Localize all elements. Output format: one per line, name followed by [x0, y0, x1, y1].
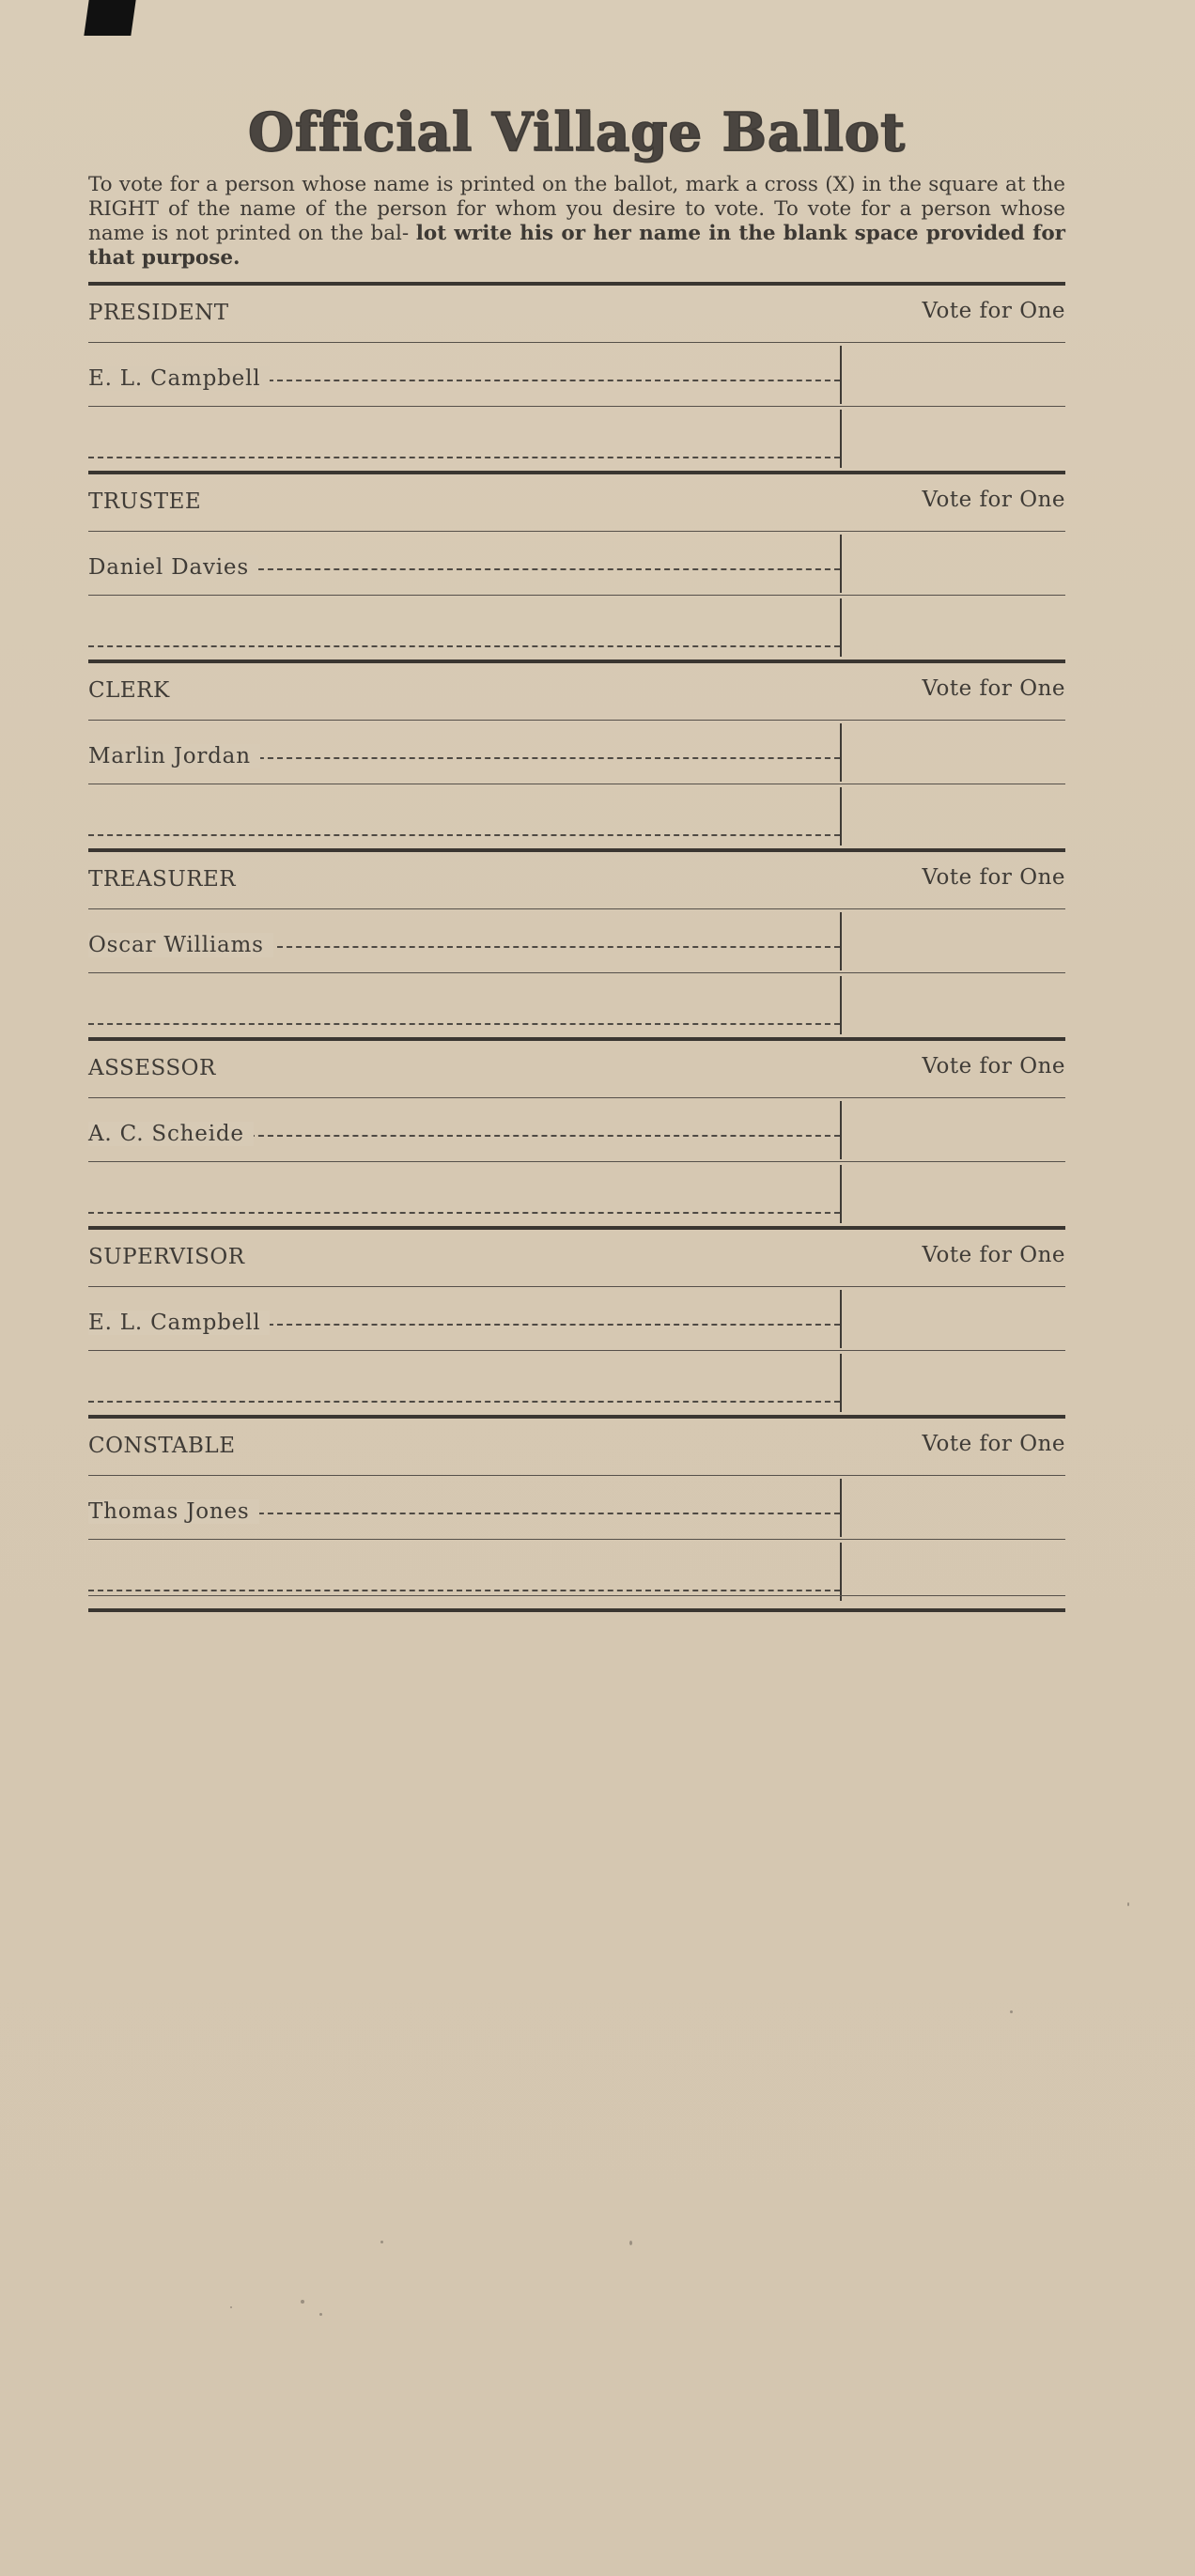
- office-title: SUPERVISOR: [88, 1245, 245, 1269]
- candidate-row: [88, 722, 1065, 784]
- candidate-row: [88, 910, 1065, 973]
- vote-box[interactable]: [842, 722, 1065, 784]
- vote-for-label: Vote for One: [922, 1243, 1065, 1267]
- write-in-row: [88, 785, 1065, 847]
- vote-for-label: Vote for One: [922, 676, 1065, 701]
- vote-box[interactable]: [842, 1288, 1065, 1350]
- ballot: [88, 101, 1065, 1611]
- ballot-instructions: [88, 173, 1065, 271]
- office-title: TRUSTEE: [88, 489, 202, 514]
- office-section-clerk: [88, 663, 1065, 852]
- instructions-text-end: lot write his or her name in the blank space provided for that purpose.: [88, 222, 1065, 270]
- vote-box[interactable]: [842, 533, 1065, 595]
- vote-box[interactable]: [842, 1477, 1065, 1539]
- write-in-row: [88, 597, 1065, 659]
- office-header: [88, 1230, 1065, 1287]
- vote-box[interactable]: [842, 910, 1065, 972]
- write-in-row: [88, 1352, 1065, 1414]
- office-header: [88, 1041, 1065, 1098]
- vote-for-label: Vote for One: [922, 299, 1065, 323]
- office-section-constable: [88, 1419, 1065, 1611]
- candidate-row: [88, 344, 1065, 407]
- write-in-vote-box[interactable]: [842, 1541, 1065, 1603]
- candidate-row: [88, 1099, 1065, 1162]
- candidate-name: Thomas Jones: [88, 1499, 259, 1524]
- office-section-treasurer: [88, 852, 1065, 1041]
- vote-for-label: Vote for One: [922, 488, 1065, 512]
- candidate-row: [88, 533, 1065, 596]
- office-title: CLERK: [88, 678, 170, 703]
- write-in-vote-box[interactable]: [842, 974, 1065, 1036]
- write-in-row: [88, 1541, 1065, 1603]
- office-header: [88, 286, 1065, 343]
- candidate-name: Oscar Williams: [88, 933, 273, 957]
- ballot-title: Official Village Ballot: [248, 101, 906, 163]
- write-in-line[interactable]: [88, 1401, 840, 1403]
- candidate-row: [88, 1288, 1065, 1351]
- write-in-line[interactable]: [88, 1212, 840, 1214]
- write-in-row: [88, 1163, 1065, 1225]
- office-section-president: [88, 286, 1065, 474]
- office-title: ASSESSOR: [88, 1056, 216, 1080]
- candidate-row: [88, 1477, 1065, 1540]
- office-title: PRESIDENT: [88, 301, 229, 325]
- write-in-row: [88, 974, 1065, 1036]
- office-header: [88, 852, 1065, 909]
- corner-mark: [84, 0, 135, 36]
- paper-speck: [230, 2306, 232, 2308]
- write-in-line[interactable]: [88, 1590, 840, 1591]
- office-title: TREASURER: [88, 867, 237, 892]
- office-header: [88, 663, 1065, 721]
- paper-speck: [319, 2313, 322, 2316]
- vote-for-label: Vote for One: [922, 1054, 1065, 1079]
- write-in-vote-box[interactable]: [842, 1352, 1065, 1414]
- office-title: CONSTABLE: [88, 1434, 236, 1458]
- vote-box[interactable]: [842, 1099, 1065, 1161]
- write-in-line[interactable]: [88, 834, 840, 836]
- paper-speck: [1010, 2010, 1013, 2013]
- write-in-vote-box[interactable]: [842, 785, 1065, 847]
- write-in-vote-box[interactable]: [842, 408, 1065, 470]
- bottom-rule: [88, 1608, 1065, 1612]
- office-section-trustee: [88, 474, 1065, 663]
- office-section-supervisor: [88, 1230, 1065, 1419]
- paper-speck: [629, 2241, 632, 2245]
- office-header: [88, 474, 1065, 532]
- bottom-thin-rule: [88, 1595, 1065, 1596]
- vote-box[interactable]: [842, 344, 1065, 406]
- write-in-line[interactable]: [88, 457, 840, 458]
- paper-speck: [1127, 1902, 1129, 1906]
- write-in-vote-box[interactable]: [842, 597, 1065, 659]
- office-section-assessor: [88, 1041, 1065, 1230]
- write-in-vote-box[interactable]: [842, 1163, 1065, 1225]
- office-header: [88, 1419, 1065, 1476]
- vote-for-label: Vote for One: [922, 1432, 1065, 1456]
- candidate-name: E. L. Campbell: [88, 366, 270, 391]
- paper-speck: [380, 2241, 383, 2243]
- write-in-line[interactable]: [88, 645, 840, 647]
- candidate-name: A. C. Scheide: [88, 1122, 254, 1146]
- write-in-line[interactable]: [88, 1023, 840, 1025]
- candidate-name: E. L. Campbell: [88, 1311, 270, 1335]
- instructions-text: To vote for a person whose name is printed on the ballot, mark a cross (X) in the square at the RIGHT of the name of the person for whom you desire to vote. To vote for a person whose name is not printed on the bal-: [88, 173, 1065, 245]
- write-in-row: [88, 408, 1065, 470]
- candidate-name: Marlin Jordan: [88, 744, 260, 768]
- vote-for-label: Vote for One: [922, 865, 1065, 890]
- paper-speck: [301, 2300, 304, 2304]
- candidate-name: Daniel Davies: [88, 555, 258, 580]
